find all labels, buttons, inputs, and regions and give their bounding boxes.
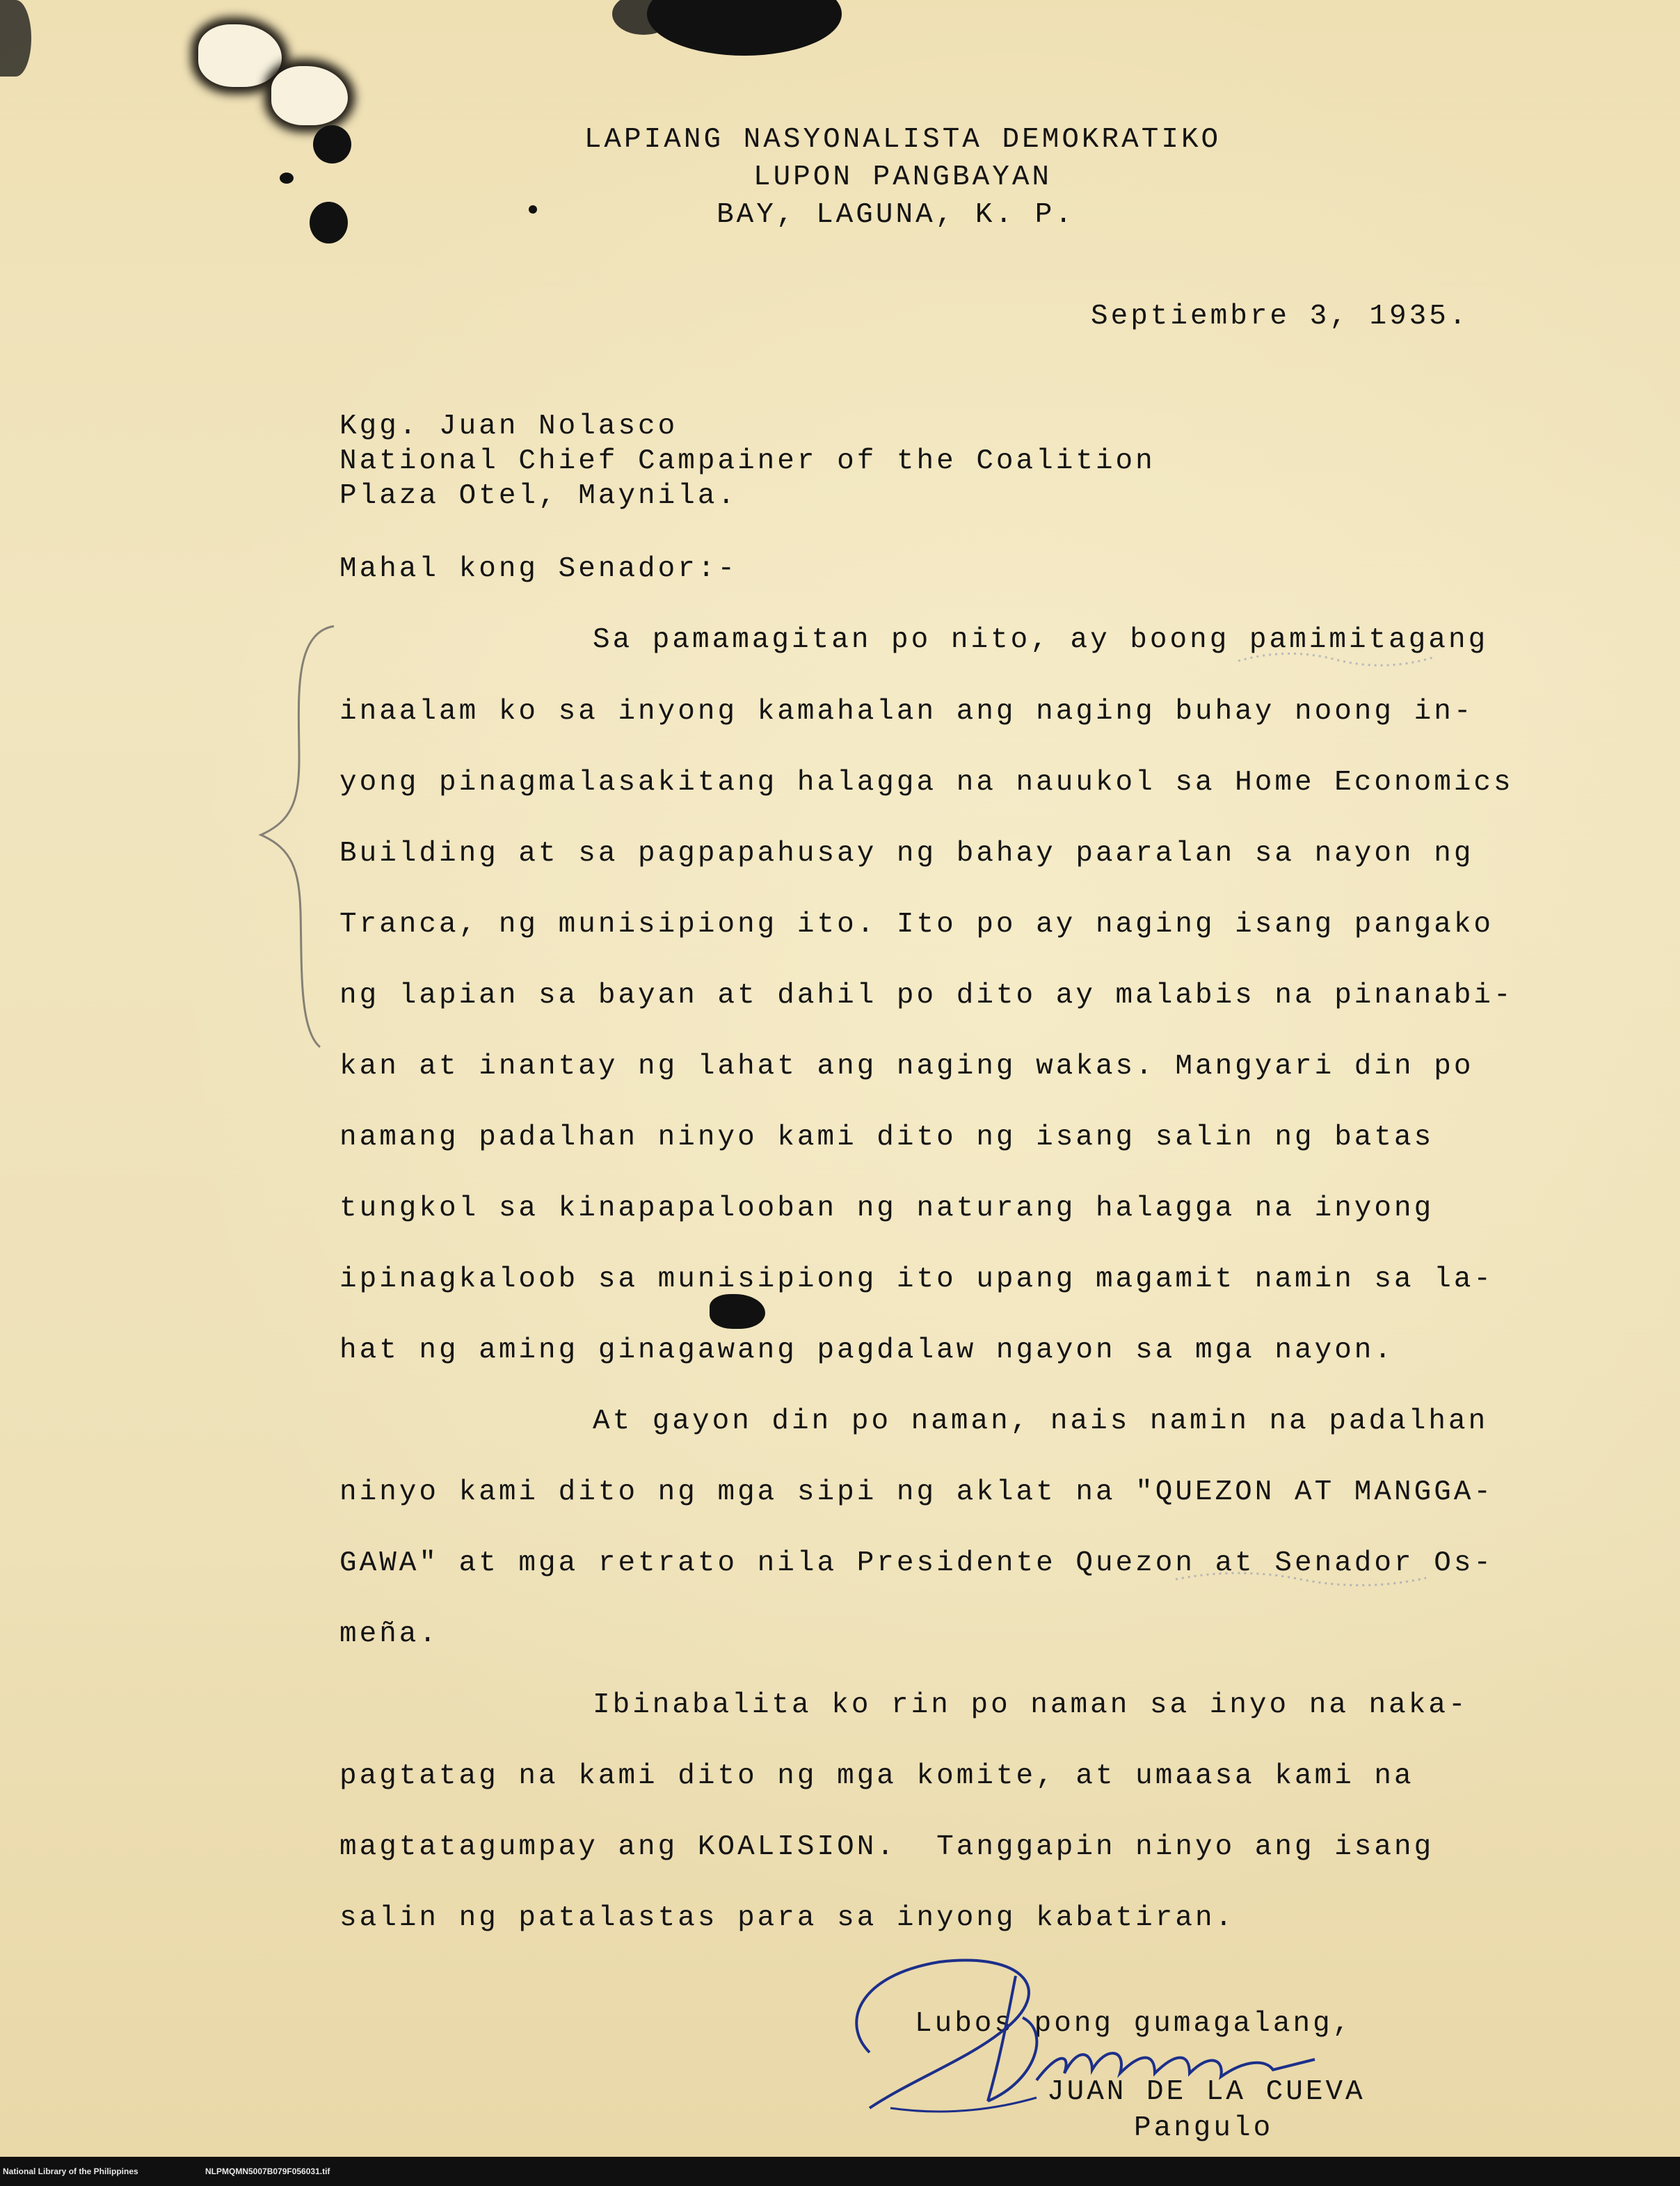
archive-file-id: NLPMQMN5007B079F056031.tif (205, 2167, 330, 2176)
burn-stain (647, 0, 842, 56)
body-line: inaalam ko sa inyong kamahalan ang naging buhay noong in- (339, 696, 1474, 728)
ink-smudge (1231, 640, 1440, 682)
letterhead-location: BAY, LAGUNA, K. P. (717, 199, 1075, 231)
body-line: kan at inantay ng lahat ang naging wakas. Mangyari din po (339, 1051, 1474, 1083)
body-line: namang padalhan ninyo kami dito ng isang salin ng batas (339, 1122, 1434, 1154)
burn-hole (271, 66, 348, 125)
archive-footer (0, 2157, 1680, 2186)
signer-title: Pangulo (1134, 2112, 1274, 2144)
ink-smudge (1169, 1558, 1433, 1600)
recipient-name: Kgg. Juan Nolasco (339, 410, 678, 442)
body-line: magtatagumpay ang KOALISION. Tanggapin ninyo ang isang (339, 1831, 1434, 1863)
salutation: Mahal kong Senador:- (339, 553, 738, 585)
recipient-address: Plaza Otel, Maynila. (339, 480, 738, 512)
body-line: Ibinabalita ko rin po naman sa inyo na naka- (593, 1689, 1469, 1721)
body-line: salin ng patalastas para sa inyong kabatiran. (339, 1902, 1235, 1934)
body-line: Tranca, ng munisipiong ito. Ito po ay naging isang pangako (339, 909, 1494, 941)
body-line: At gayon din po naman, nais namin na padalhan (593, 1405, 1489, 1437)
body-line: pagtatag na kami dito ng mga komite, at umaasa kami na (339, 1760, 1414, 1792)
burn-stain (0, 0, 31, 77)
letter-date: Septiembre 3, 1935. (1091, 301, 1469, 333)
body-line: hat ng aming ginagawang pagdalaw ngayon sa mga nayon. (339, 1334, 1395, 1366)
signer-name: JUAN DE LA CUEVA (1047, 2076, 1366, 2108)
letterhead-committee: LUPON PANGBAYAN (753, 161, 1053, 193)
body-line: Building at sa pagpapahusay ng bahay paaralan sa nayon ng (339, 838, 1474, 870)
archive-institution: National Library of the Philippines (3, 2167, 138, 2176)
closing: Lubos pong gumagalang, (915, 2008, 1353, 2040)
body-line: ipinagkaloob sa munisipiong ito upang magamit namin sa la- (339, 1263, 1494, 1295)
burn-stain (710, 1294, 765, 1329)
letterhead-party: LAPIANG NASYONALISTA DEMOKRATIKO (584, 124, 1222, 156)
recipient-title: National Chief Campainer of the Coalition (339, 445, 1155, 477)
body-line: tungkol sa kinapapalooban ng naturang halagga na inyong (339, 1192, 1434, 1224)
burn-hole (198, 24, 282, 87)
body-line: meña. (339, 1618, 440, 1650)
body-line: Sa pamamagitan po nito, ay boong pamimitagang (593, 624, 1489, 656)
body-line: GAWA" at mga retrato nila Presidente Quezon at Senador Os- (339, 1547, 1494, 1579)
body-line: ninyo kami dito ng mga sipi ng aklat na "QUEZON AT MANGGA- (339, 1476, 1494, 1508)
body-line: yong pinagmalasakitang halagga na nauukol sa Home Economics (339, 767, 1514, 799)
body-line: ng lapian sa bayan at dahil po dito ay malabis na pinanabi- (339, 980, 1514, 1012)
pencil-bracket-mark (250, 619, 348, 1051)
